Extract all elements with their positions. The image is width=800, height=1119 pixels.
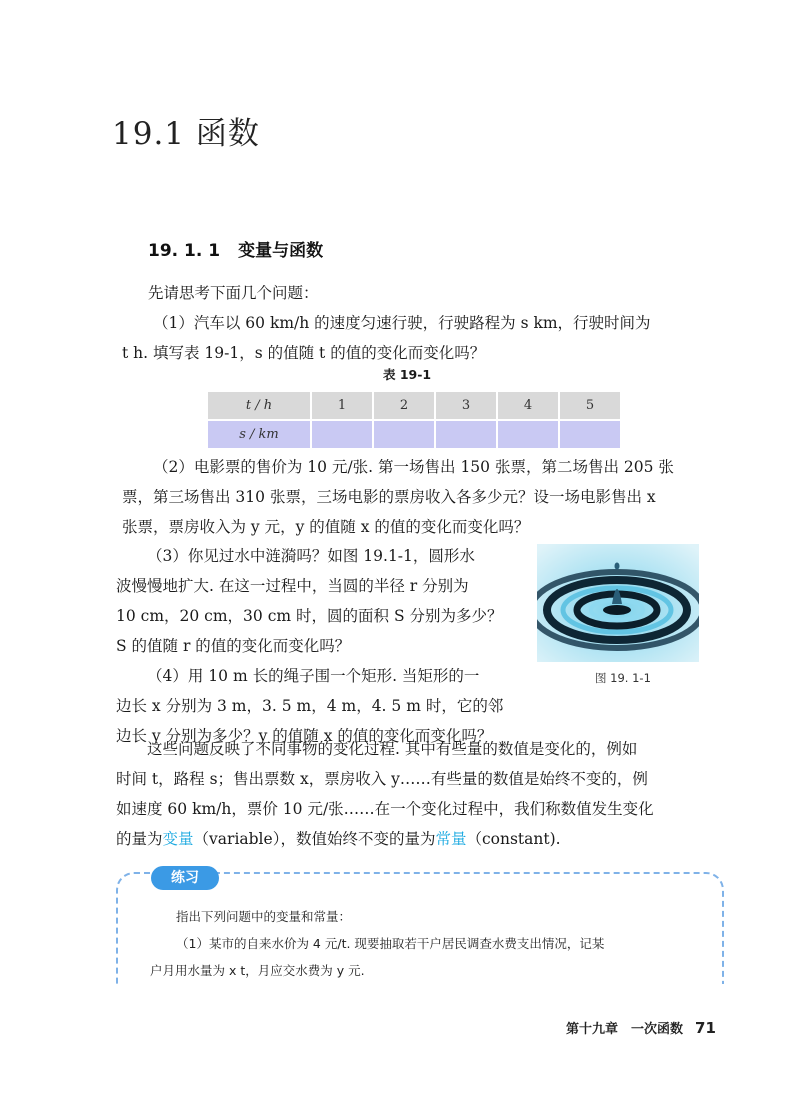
q3-line-2: 波慢慢地扩大. 在这一过程中，当圆的半径 r 分别为 bbox=[116, 577, 469, 595]
table-col-1: 1 bbox=[311, 391, 373, 420]
q4-line-2: 边长 x 分别为 3 m，3. 5 m，4 m，4. 5 m 时，它的邻 bbox=[116, 697, 504, 715]
q2-line-3: 张票，票房收入为 y 元，y 的值随 x 的值的变化而变化吗？ bbox=[122, 518, 530, 536]
q3-line-1: （3）你见过水中涟漪吗？如图 19.1-1，圆形水 bbox=[147, 547, 475, 565]
term-variable: 变量 bbox=[162, 830, 194, 848]
practice-item-1-line-1: （1）某市的自来水价为 4 元/t. 现要抽取若干户居民调查水费支出情况，记某 bbox=[176, 936, 605, 951]
section-title: 变量与函数 bbox=[238, 241, 324, 261]
q4-line-1: （4）用 10 m 长的绳子围一个矩形. 当矩形的一 bbox=[147, 667, 480, 685]
term-constant: 常量 bbox=[435, 830, 467, 848]
table-col-2: 2 bbox=[373, 391, 435, 420]
table-header-label: t / h bbox=[207, 391, 311, 420]
table-col-5: 5 bbox=[559, 391, 621, 420]
q3-line-3: 10 cm，20 cm，30 cm 时，圆的面积 S 分别为多少？ bbox=[116, 607, 503, 625]
summary-line-3: 如速度 60 km/h，票价 10 元/张……在一个变化过程中，我们称数值发生变化 bbox=[116, 800, 654, 818]
practice-tab: 练习 bbox=[151, 866, 219, 890]
question-1 bbox=[122, 308, 732, 368]
ripple-photo bbox=[537, 544, 699, 662]
table-header-row bbox=[207, 391, 621, 420]
ripple-image bbox=[537, 544, 699, 662]
page-number: 71 bbox=[695, 1019, 716, 1037]
summary-line-4b: （variable），数值始终不变的量为 bbox=[193, 830, 436, 848]
table-cell-blank bbox=[311, 420, 373, 449]
q4-line-3: 边长 y 分别为多少？y 的值随 x 的值的变化而变化吗？ bbox=[116, 727, 493, 745]
summary-line-1: 这些问题反映了不同事物的变化过程. 其中有些量的数值是变化的，例如 bbox=[147, 740, 638, 758]
q1-line-1: （1）汽车以 60 km/h 的速度匀速行驶，行驶路程为 s km，行驶时间为 bbox=[153, 314, 651, 332]
summary-line-4c: （constant). bbox=[466, 830, 561, 848]
summary-line-2: 时间 t，路程 s；售出票数 x，票房收入 y……有些量的数值是始终不变的，例 bbox=[116, 770, 648, 788]
summary-paragraph bbox=[116, 734, 731, 854]
q3-line-4: S 的值随 r 的值的变化而变化吗？ bbox=[116, 637, 351, 655]
section-number: 19. 1. 1 bbox=[148, 241, 221, 261]
question-3 bbox=[116, 541, 536, 661]
table-row-label: s / km bbox=[207, 420, 311, 449]
practice-text bbox=[150, 903, 696, 984]
table-value-row bbox=[207, 420, 621, 449]
q1-line-2: t h. 填写表 19-1，s 的值随 t 的值的变化而变化吗？ bbox=[122, 344, 486, 362]
table-caption: 表 19-1 bbox=[383, 367, 432, 382]
table-cell-blank bbox=[435, 420, 497, 449]
intro-block bbox=[148, 278, 728, 308]
figure-caption: 图 19. 1-1 bbox=[595, 671, 651, 685]
practice-item-1-line-2: 户月用水量为 x t，月应交水费为 y 元. bbox=[150, 963, 365, 978]
practice-instruction: 指出下列问题中的变量和常量： bbox=[176, 909, 352, 924]
q2-line-1: （2）电影票的售价为 10 元/张. 第一场售出 150 张票，第二场售出 205 张 bbox=[153, 458, 674, 476]
table-col-3: 3 bbox=[435, 391, 497, 420]
section-heading bbox=[148, 236, 323, 261]
page-footer bbox=[566, 1018, 716, 1037]
table-col-4: 4 bbox=[497, 391, 559, 420]
q2-line-2: 票，第三场售出 310 张票，三场电影的票房收入各多少元？设一场电影售出 x bbox=[122, 488, 656, 506]
intro-text: 先请思考下面几个问题： bbox=[148, 284, 319, 302]
summary-line-4a: 的量为 bbox=[116, 830, 163, 848]
summary-line-4 bbox=[116, 824, 731, 854]
chapter-title: 19.1 函数 bbox=[112, 116, 260, 152]
question-2 bbox=[122, 452, 732, 542]
table-cell-blank bbox=[497, 420, 559, 449]
footer-chapter: 第十九章 一次函数 bbox=[566, 1022, 684, 1037]
table-cell-blank bbox=[373, 420, 435, 449]
data-table bbox=[206, 390, 622, 450]
table-cell-blank bbox=[559, 420, 621, 449]
